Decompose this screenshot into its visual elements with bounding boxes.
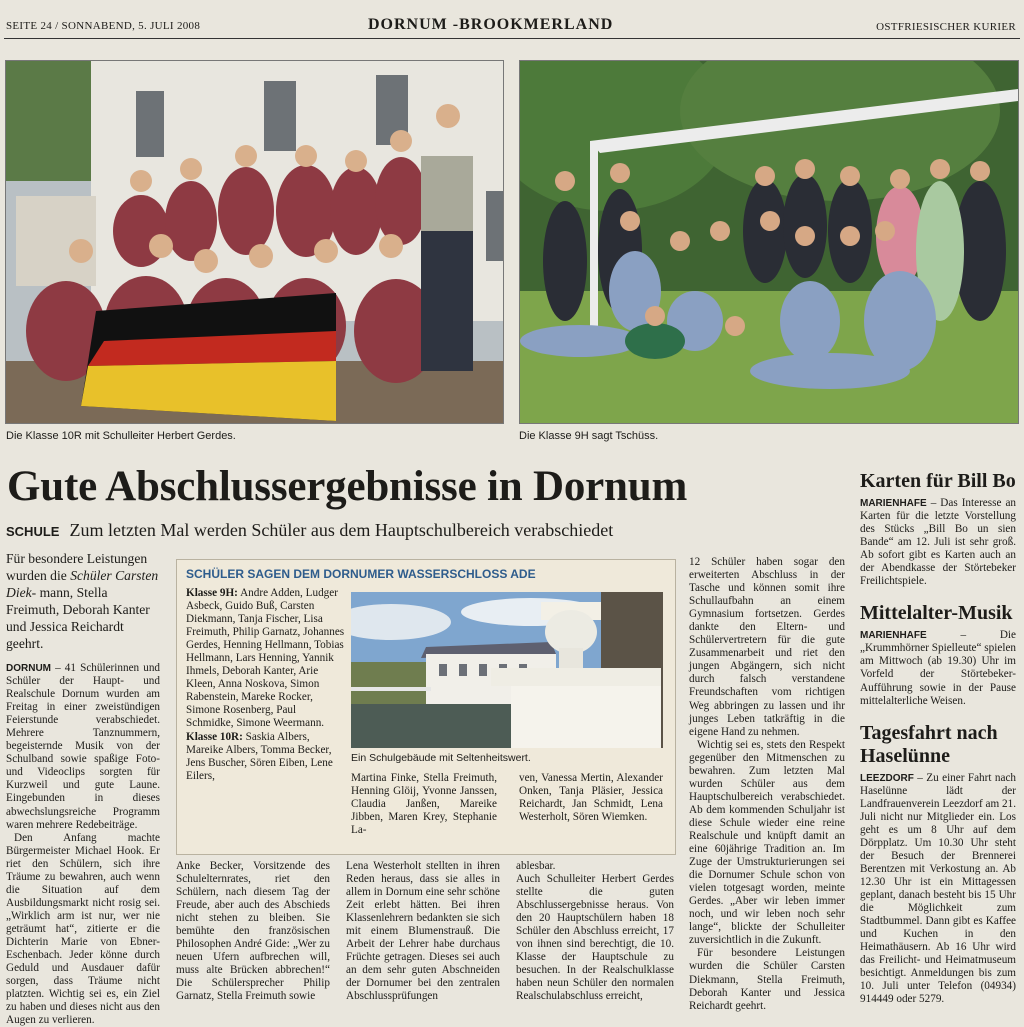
- class-9h-names: Andre Adden, Ludger Asbeck, Guido Buß, Carsten Diekmann, Tanja Fischer, Lisa Freimuth, Philip Garnatz, Johannes Gerdes, Henning Hellmann, Tobias Hellmann, Lars Henning, Yannik Ihmels, Deborah Kanter, Arie Kleen, Anna Noskova, Simon Rabenstein, Mareke Rocker, Simone Rosenberg, Paul Schmidke, Simone Weermann.: [186, 587, 345, 730]
- header-rule: [4, 38, 1020, 39]
- sidebar-title-mittelalter: Mittelalter-Musik: [860, 602, 1013, 625]
- lead-paragraph: [6, 550, 160, 652]
- box-names-column-3: ven, Vanessa Mertin, Alexander Onken, Tanja Pläsier, Jessica Reichardt, Jan Schmidt, Lena Westerholt, Sören Wiemken.: [519, 772, 663, 824]
- box-names-column-1: [186, 587, 346, 783]
- dateline: LEEZDORF: [860, 772, 914, 784]
- class-9h-label: Klasse 9H:: [186, 587, 238, 599]
- castle-photo: [351, 592, 663, 748]
- sidebar-body: – Das Interesse an Karten für die letzte Vorstellung des Stücks „Bill Bo un sien Bande“ am 12. Juli ist sehr groß. Ab sofort gibt es Karten auch an der Abendkasse der Störtebeker Freilichtspiele.: [860, 497, 1017, 588]
- body-paragraph: 12 Schüler haben sogar den erweiterten Abschluss in der Tasche und können somit ihre Schullaufbahn an einem Gymnasium fortsetzen. Gerdes dankte den Eltern- und Schülervertretern für die gute Zusammenarbeit und riet den jungen Abgängern, sich nicht durch falsch verstandene Freundschaften vom richtigen Weg abbringen zu lassen und ihr junges Leben tatkräftig in die eigene Hand zu nehmen.: [689, 556, 845, 738]
- body-paragraph: [6, 662, 160, 832]
- lead-text-1: Für besondere Leistungen wurden die: [6, 551, 148, 583]
- student-list-box: [176, 559, 676, 855]
- sidebar-news: [860, 470, 1018, 1006]
- article-column-4: ablesbar. Auch Schulleiter Herbert Gerdes stellte die guten Abschlussergebnisse heraus. Von den 20 Hauptschülern haben 18 Schüler den Abschluss erreicht, 17 von ihnen sind berechtigt, die 10. Klasse der Hauptschule zu besuchen. In der Realschulklasse haben neun Schüler den normalen Realschulabschluss erreicht,: [516, 860, 674, 1003]
- sidebar-text-mittelalter: [860, 629, 1016, 707]
- lead-text-2: mann, Stella Freimuth, Deborah Kanter und Jessica Reichardt geehrt.: [6, 585, 150, 651]
- sidebar-text-bill-bo: [860, 497, 1016, 588]
- article-column-1: [6, 550, 160, 1027]
- article-subheading: [6, 520, 613, 541]
- body-paragraph: Den Anfang machte Bürgermeister Michael Hook. Er riet den Schülern, sich ihre Träume zu bewahren, auch wenn die Situation auf dem Ausbildungsmarkt nicht rosig sei. „Wirklich arm ist nur, wer nie geträumt hat“, zitierte er die Dichterin Marie von Ebner-Eschenbach. Jeder könne durch Geduld und Ausdauer dafür sorgen, dass Träume nicht platzten. Wichtig sei es, ein Ziel zu haben und dieses nicht aus den Augen zu verlieren.: [6, 831, 160, 1027]
- sidebar-body: – Zu einer Fahrt nach Haselünne lädt der Landfrauenverein Leezdorf am 21. Juli nicht nur Mitglieder ein. Los geht es um 8 Uhr auf dem Dörpplatz. Um 10.30 Uhr steht der Besuch der Brennerei Berentzen mit Verkostung an. Ab 12.30 Uhr ist ein Mittagessen geplant, danach besteht bis 15 Uhr die Möglichkeit zum Stadtbummel. Dann gibt es Kaffee und Kuchen in den Heimathäusern. Ab 16 Uhr wird das Freilicht- und Heimatmuseum besichtigt. Anmeldungen bis zum 10. Juli unter Telefon (04934) 914449 oder 5279.: [860, 771, 1016, 1006]
- article-kicker: SCHULE: [6, 524, 60, 539]
- left-photo-caption: Die Klasse 10R mit Schulleiter Herbert Gerdes.: [6, 430, 236, 442]
- right-photo-caption: Die Klasse 9H sagt Tschüss.: [519, 430, 659, 442]
- article-column-3: Lena Westerholt stellten in ihren Reden heraus, dass sie alles in allem in Dornum eine sehr schöne Zeit erlebt hätten. Bei ihren Klassenlehrern bedankten sie sich mit einem Blumenstrauß. Die Arbeit der Lehrer habe durchaus Früchte getragen. Dieses sei auch an dem sehr guten Abschneiden der Dornumer bei den zentralen Abschlussprüfungen: [346, 860, 500, 1003]
- class-10r-label: Klasse 10R:: [186, 730, 243, 743]
- article-column-5: [689, 556, 845, 1013]
- box-heading: SCHÜLER SAGEN DEM DORNUMER WASSERSCHLOSS ADE: [186, 567, 536, 581]
- body-text: – 41 Schülerinnen und Schüler der Haupt- und Realschule Dornum wurden am Freitag in einer zweistündigen Feierstunde verabschiedet. Mehrere Tanznummern, begeisternde Musik von der Schulband sowie spaßige Foto- und Videoclips sorgten für Kurzweil und gute Laune. Eingebunden in dieses abwechslungsreiche Programm waren mehrere Redebeiträge.: [6, 662, 161, 831]
- dateline: MARIENHAFE: [860, 630, 927, 642]
- article-column-2: Anke Becker, Vorsitzende des Schulelternrates, riet den Schülern, nach diesem Tag der Freude, aber auch des Abschieds nicht stehen zu bleiben. Sie bemühte den französischen Philosophen André Gide: „Wer zu neuen Ufern aufbrechen will, muss alte Brücken abbrechen!“ Die Schülersprecher Philip Garnatz, Stella Freimuth sowie: [176, 860, 330, 1003]
- article-subhead: Zum letzten Mal werden Schüler aus dem Hauptschulbereich verabschiedet: [69, 520, 614, 540]
- class-9h-photo: [519, 60, 1019, 424]
- page-number-date: SEITE 24 / SONNABEND, 5. JULI 2008: [6, 20, 201, 32]
- sidebar-title-bill-bo: Karten für Bill Bo: [860, 470, 1016, 492]
- sidebar-text-haseluenne: [860, 772, 1016, 1007]
- article-headline: Gute Abschlussergebnisse in Dornum: [7, 463, 688, 510]
- dateline: MARIENHAFE: [860, 498, 927, 509]
- sidebar-body: – Die „Krummhörner Spielleute“ spielen am Mittwoch (ab 19.30) Uhr im Vorfeld der Störtebeker-Aufführung sowie in der Pause mittelalterliche Weisen.: [860, 629, 1017, 707]
- section-title: DORNUM -BROOKMERLAND: [368, 16, 614, 33]
- box-names-column-2: Martina Finke, Stella Freimuth, Henning Glöij, Yvonne Janssen, Claudia Janßen, Mareike Jibben, Maren Krey, Stephanie La-: [351, 772, 497, 837]
- body-paragraph: Für besondere Leistungen wurden die Schüler Carsten Diekmann, Stella Freimuth, Deborah Kanter und Jessica Reichardt geehrt.: [689, 947, 845, 1012]
- class-10r-photo: [5, 60, 504, 424]
- castle-photo-caption: Ein Schulgebäude mit Seltenheitswert.: [351, 752, 531, 764]
- dateline: DORNUM: [6, 663, 51, 674]
- body-paragraph: Wichtig sei es, stets den Respekt gegenüber den Mitmenschen zu bewahren. Zum letzten Mal wurden Schüler aus dem Hauptschulbereich verabschiedet. Ab dem kommenden Schuljahr ist diese Schule wieder eine reine Realschule und knüpft damit an eine 60jährige Tradition an. Im Zuge der Umstrukturierungen sei die Dornumer Schule schon von vielen totgesagt worden, meinte Gerdes. „Aber wir leben immer noch, und wir leben noch sehr lange“, blickte der Schulleiter zuversichtlich in die Zukunft.: [689, 738, 845, 947]
- class-10r-names: Saskia Albers, Mareike Albers, Tomma Becker, Jens Buscher, Sören Eiben, Lene Eilers,: [186, 730, 333, 782]
- lead-italic: Schüler Carsten Diek-: [6, 568, 159, 600]
- sidebar-title-haseluenne: Tagesfahrt nach Haselünne: [860, 721, 998, 767]
- newspaper-name: OSTFRIESISCHER KURIER: [876, 21, 1016, 33]
